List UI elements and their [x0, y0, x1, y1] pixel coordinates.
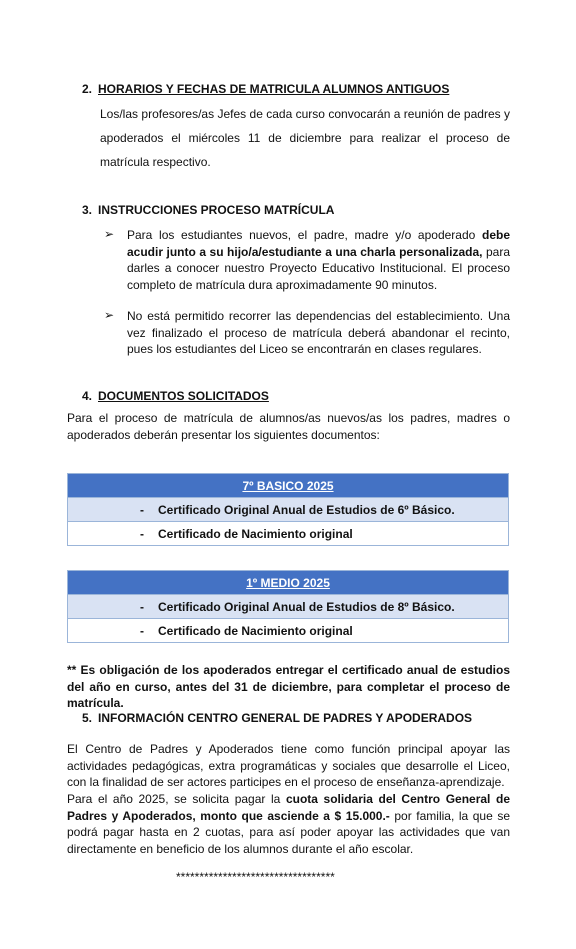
table-row — [68, 522, 509, 546]
footer-separator: ********************************** — [176, 870, 335, 884]
para-bold-text: cuota solidaria del Centro General de Padres y Apoderados, monto que asciende a $ 15.000.- — [67, 792, 510, 823]
row-text: Certificado de Nacimiento original — [158, 623, 353, 638]
row-text: Certificado Original Anual de Estudios de 8º Básico. — [158, 599, 455, 614]
row-dash: - — [140, 502, 144, 517]
section-4-heading — [82, 389, 269, 403]
obligation-note: ** Es obligación de los apoderados entregar el certificado anual de estudios del año en curso, antes del 31 de diciembre, para completar el proceso de matrícula. — [67, 663, 510, 710]
table-row — [68, 498, 509, 522]
row-dash: - — [140, 623, 144, 638]
arrow-bullet-icon: ➢ — [104, 227, 115, 241]
table-header: 7º BASICO 2025 — [68, 474, 509, 498]
section-2-heading — [82, 82, 449, 96]
section-title: HORARIOS Y FECHAS DE MATRICULA ALUMNOS ANTIGUOS — [98, 82, 450, 96]
bullet-item-charla — [127, 227, 510, 293]
table-row — [68, 595, 509, 619]
bullet-text: para darles a conocer nuestro Proyecto Educativo Institucional. El proceso completo de matrícula dura aproximadamente 90 minutos. — [127, 244, 510, 292]
section-number: 4. — [82, 389, 93, 403]
section-4-intro: Para el proceso de matrícula de alumnos/as nuevos/as los padres, madres o apoderados deberán presentar los siguientes documentos: — [67, 411, 510, 442]
section-2-body: Los/las profesores/as Jefes de cada curso convocarán a reunión de padres y apoderados el miércoles 11 de diciembre para realizar el proceso de matrícula respectivo. — [100, 107, 510, 169]
documents-table-7-basico — [67, 473, 509, 546]
section-number: 2. — [82, 82, 93, 96]
table-header: 1º MEDIO 2025 — [68, 571, 509, 595]
arrow-bullet-icon: ➢ — [104, 308, 115, 322]
section-3-heading — [82, 203, 334, 217]
bullet-text: Para los estudiantes nuevos, el padre, madre y/o apoderado — [127, 228, 482, 242]
section-title: DOCUMENTOS SOLICITADOS — [98, 389, 269, 403]
row-dash: - — [140, 526, 144, 541]
section-title: INSTRUCCIONES PROCESO MATRÍCULA — [98, 203, 335, 217]
section-number: 5. — [82, 711, 93, 725]
table-row — [68, 619, 509, 643]
row-text: Certificado de Nacimiento original — [158, 526, 353, 541]
section-5-para-2 — [67, 791, 510, 857]
row-dash: - — [140, 599, 144, 614]
row-text: Certificado Original Anual de Estudios de 6º Básico. — [158, 502, 455, 517]
section-5-heading — [82, 711, 472, 725]
bullet-bold-text: debe acudir junto a su hijo/a/estudiante a una charla personalizada, — [127, 228, 510, 259]
documents-table-1-medio — [67, 570, 509, 643]
section-title: INFORMACIÓN CENTRO GENERAL DE PADRES Y APODERADOS — [98, 711, 473, 725]
para-text: Para el año 2025, se solicita pagar la — [67, 792, 286, 806]
section-number: 3. — [82, 203, 93, 217]
para-text: por familia, la que se podrá pagar hasta en 2 cuotas, para así poder apoyar las actividades que van directamente en beneficio de los alumnos durante el año escolar. — [67, 808, 510, 856]
bullet-item-recinto: No está permitido recorrer las dependencias del establecimiento. Una vez finalizado el proceso de matrícula deberá abandonar el recinto, pues los estudiantes del Liceo se encontrarán en clases regulares. — [127, 309, 510, 356]
section-5-para-1: El Centro de Padres y Apoderados tiene como función principal apoyar las actividades pedagógicas, extra programáticas y sociales que desarrolle el Liceo, con la finalidad de ser actores participes en el proceso de enseñanza-aprendizaje. — [67, 742, 510, 789]
